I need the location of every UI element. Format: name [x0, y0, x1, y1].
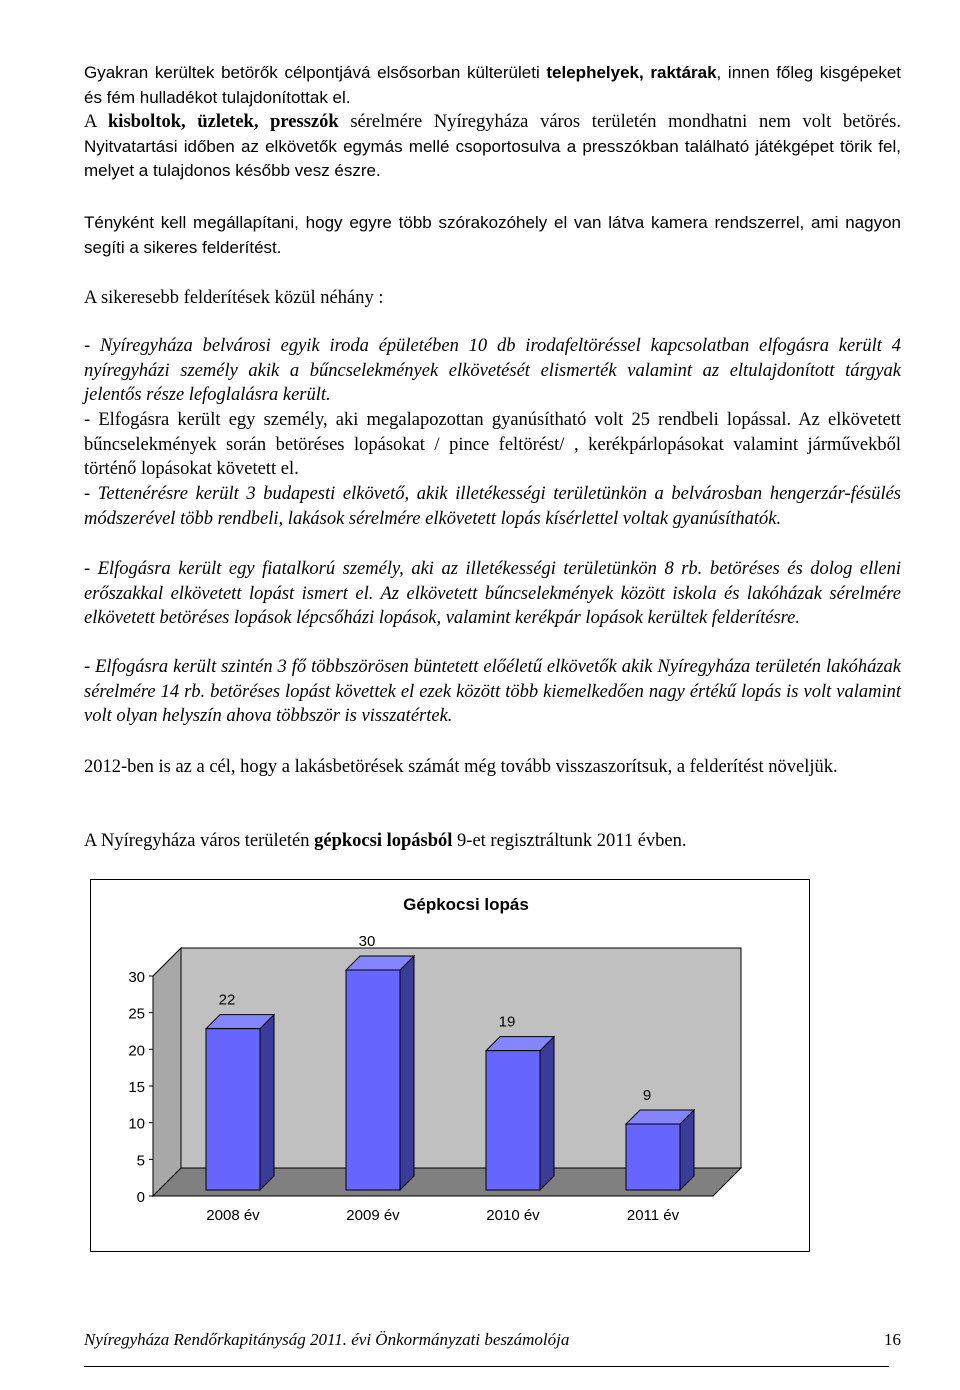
bar-side: [400, 956, 414, 1190]
page-number: 16: [884, 1330, 901, 1349]
list-item: - Elfogásra került szintén 3 fő többszörösen büntetett előéletű elkövetők akik Nyíregyháza területén lakóházak sérelmére 14 rb. betöréses lopást követtek el ezek között több kiemelkedően nagy értékű lopás is volt valamint volt olyan helyszín ahova többször is visszatértek.: [84, 657, 901, 726]
y-tick-label: 20: [128, 1042, 145, 1060]
data-label: 9: [642, 1087, 652, 1104]
list-item: - Elfogásra került egy személy, aki megalapozottan gyanúsítható volt 25 rendbeli lopással. Az elkövetett bűncselekmények során betöréses lopásokat / pince feltörést/ , kerékpárlopásokat valamint járművekből történő lopásokat követett el.: [84, 410, 901, 479]
bar-chart: [90, 879, 810, 1252]
y-tick-label: 5: [136, 1152, 145, 1170]
x-tick-label: 2009 év: [346, 1207, 400, 1224]
x-tick-label: 2008 év: [206, 1207, 260, 1224]
paragraph-targets: [84, 61, 901, 184]
x-tick-label: 2010 év: [486, 1207, 540, 1224]
text-run: A kisboltok, üzletek, presszók sérelmére Nyíregyháza város területén mondhatni nem volt betörés.: [84, 112, 902, 132]
y-tick-label: 15: [128, 1079, 145, 1096]
paragraph-goal: 2012-ben is az a cél, hogy a lakásbetörések számát még tovább visszaszorítsuk, a felderítést növeljük.: [84, 757, 838, 777]
bar-side: [540, 1037, 554, 1190]
list-item: - Elfogásra került egy fiatalkorú személy, aki az illetékességi területünkön 8 rb. betöréses és dolog elleni erőszakkal elkövetett lopást ismert el. Az elkövetett bűncselekmények között iskola és lakóházak sérelmére elkövetett betöréses lopások lépcsőházi lopások, valamint kerékpár lopások kerültek felderítésre.: [84, 559, 901, 628]
list-item: - Tettenérésre került 3 budapesti elkövető, akik illetékességi területünkön a belvárosban hengerzár-fésülés módszerével több rendbeli, lakások sérelmére elkövetett lopás kísérlettel voltak gyanúsíthatók.: [84, 484, 901, 529]
y-tick-label: 10: [128, 1115, 145, 1133]
data-label: 30: [358, 933, 376, 950]
data-label: 19: [498, 1013, 516, 1031]
x-tick-label: 2011 év: [626, 1207, 680, 1224]
chart-side-wall: [153, 948, 181, 1196]
y-tick-label: 0: [136, 1189, 145, 1206]
paragraph-intro: A sikeresebb felderítések közül néhány :: [84, 288, 384, 308]
bar-side: [260, 1015, 274, 1190]
y-tick-label: 30: [128, 969, 145, 986]
chart-title: Gépkocsi lopás: [403, 895, 529, 914]
y-tick-label: 25: [128, 1005, 145, 1023]
text-run: Gyakran kerültek betörők célpontjává elsősorban külterületi: [84, 63, 547, 82]
paragraph-car-theft: A Nyíregyháza város területén gépkocsi lopásból 9-et regisztráltunk 2011 évben.: [84, 831, 687, 851]
bar: [486, 1051, 540, 1190]
bold-text: kisboltok, üzletek, presszók: [108, 112, 339, 132]
bar: [346, 970, 400, 1190]
bold-text: gépkocsi lopásból: [314, 831, 453, 851]
page-footer: [84, 1330, 901, 1350]
bold-text: telephelyek, raktárak: [546, 63, 717, 82]
footer-title: Nyíregyháza Rendőrkapitányság 2011. évi Önkormányzati beszámolója: [84, 1330, 570, 1349]
footer-rule: [84, 1366, 889, 1367]
bar: [626, 1124, 680, 1190]
chart-canvas: [91, 880, 811, 1253]
data-label: 22: [218, 991, 236, 1009]
list-item: - Nyíregyháza belvárosi egyik iroda épületében 10 db irodafeltöréssel kapcsolatban elfogásra került 4 nyíregyházi személy akik a bűncselekmények elkövetését elismerték valamint az eltulajdonított tárgyak jelentős része lefoglalásra került.: [84, 336, 901, 405]
paragraph-camera: Tényként kell megállapítani, hogy egyre több szórakozóhely el van látva kamera rendszerrel, ami nagyon segíti a sikeres felderítést.: [84, 213, 901, 257]
bar: [206, 1029, 260, 1190]
text-run: , innen főleg kisgépeket és fém hulladékot tulajdonítottak el.: [84, 63, 901, 107]
text-run: Nyitvatartási időben az elkövetők egymás mellé csoportosulva a presszókban található játékgépet törik fel, melyet a tulajdonos később vesz észre.: [84, 136, 901, 180]
